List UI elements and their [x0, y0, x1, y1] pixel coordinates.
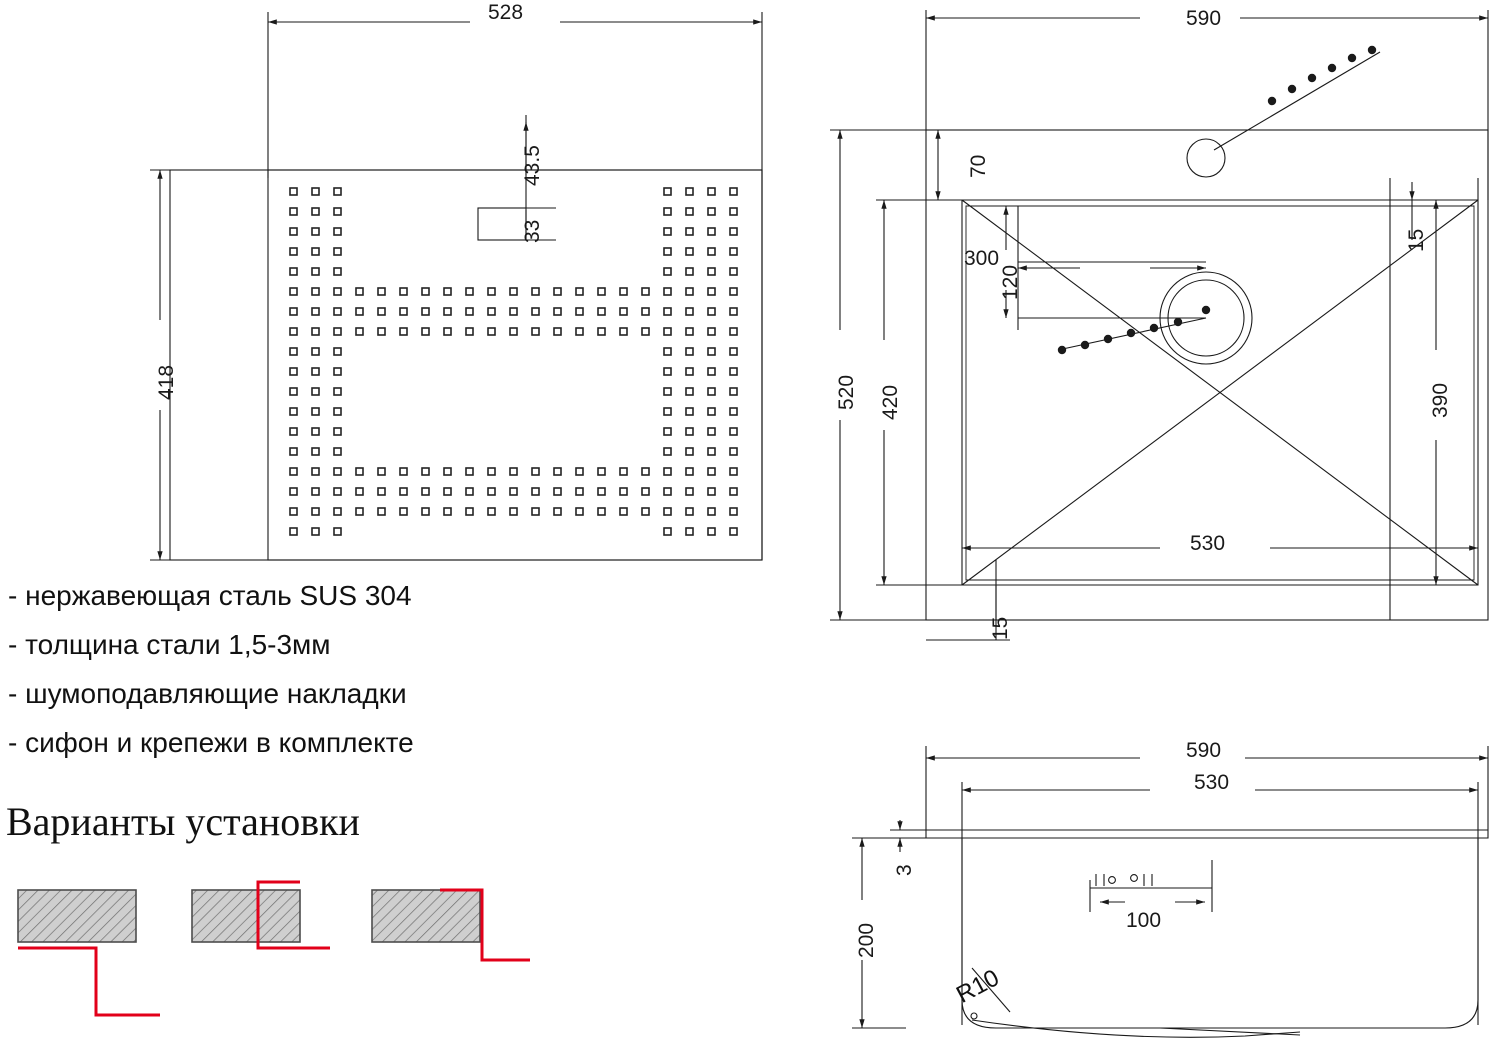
spec-list [8, 580, 628, 776]
spec-item: - нержавеющая сталь SUS 304 [8, 580, 412, 611]
dim-drain-offset-y: 120 [999, 264, 1022, 300]
install-options-title: Варианты установки [6, 799, 360, 844]
dim-sink-right-edge: 15 [1405, 228, 1428, 252]
dim-pad-cut-width: 33 [521, 219, 544, 243]
spec-item: - сифон и крепежи в комплекте [8, 727, 414, 758]
dim-front-outer-width: 590 [1186, 739, 1222, 762]
spec-item: - толщина стали 1,5-3мм [8, 629, 331, 660]
dim-sink-bottom-edge: 15 [989, 616, 1012, 640]
dim-pad-cut-offset: 43.5 [521, 145, 544, 186]
dim-sink-top-edge: 70 [967, 154, 990, 178]
dim-pad-height: 418 [155, 364, 178, 400]
dim-front-drain-width: 100 [1126, 909, 1162, 932]
dim-front-radius: R10 [952, 964, 1004, 1009]
spec-item: - шумоподавляющие накладки [8, 678, 407, 709]
dim-front-bowl-width: 530 [1194, 771, 1230, 794]
dim-sink-inner-depth: 390 [1429, 382, 1452, 418]
dim-front-depth: 200 [855, 922, 878, 958]
dim-sink-inner-width: 530 [1190, 532, 1226, 555]
dim-sink-outer-height: 520 [835, 374, 858, 410]
dim-drain-offset-x: 300 [964, 247, 1000, 270]
dim-sink-inner-height: 420 [879, 384, 902, 420]
dim-sink-outer-width: 590 [1186, 7, 1222, 30]
dim-pad-width: 528 [488, 1, 524, 24]
dim-front-flange: 3 [893, 864, 916, 876]
